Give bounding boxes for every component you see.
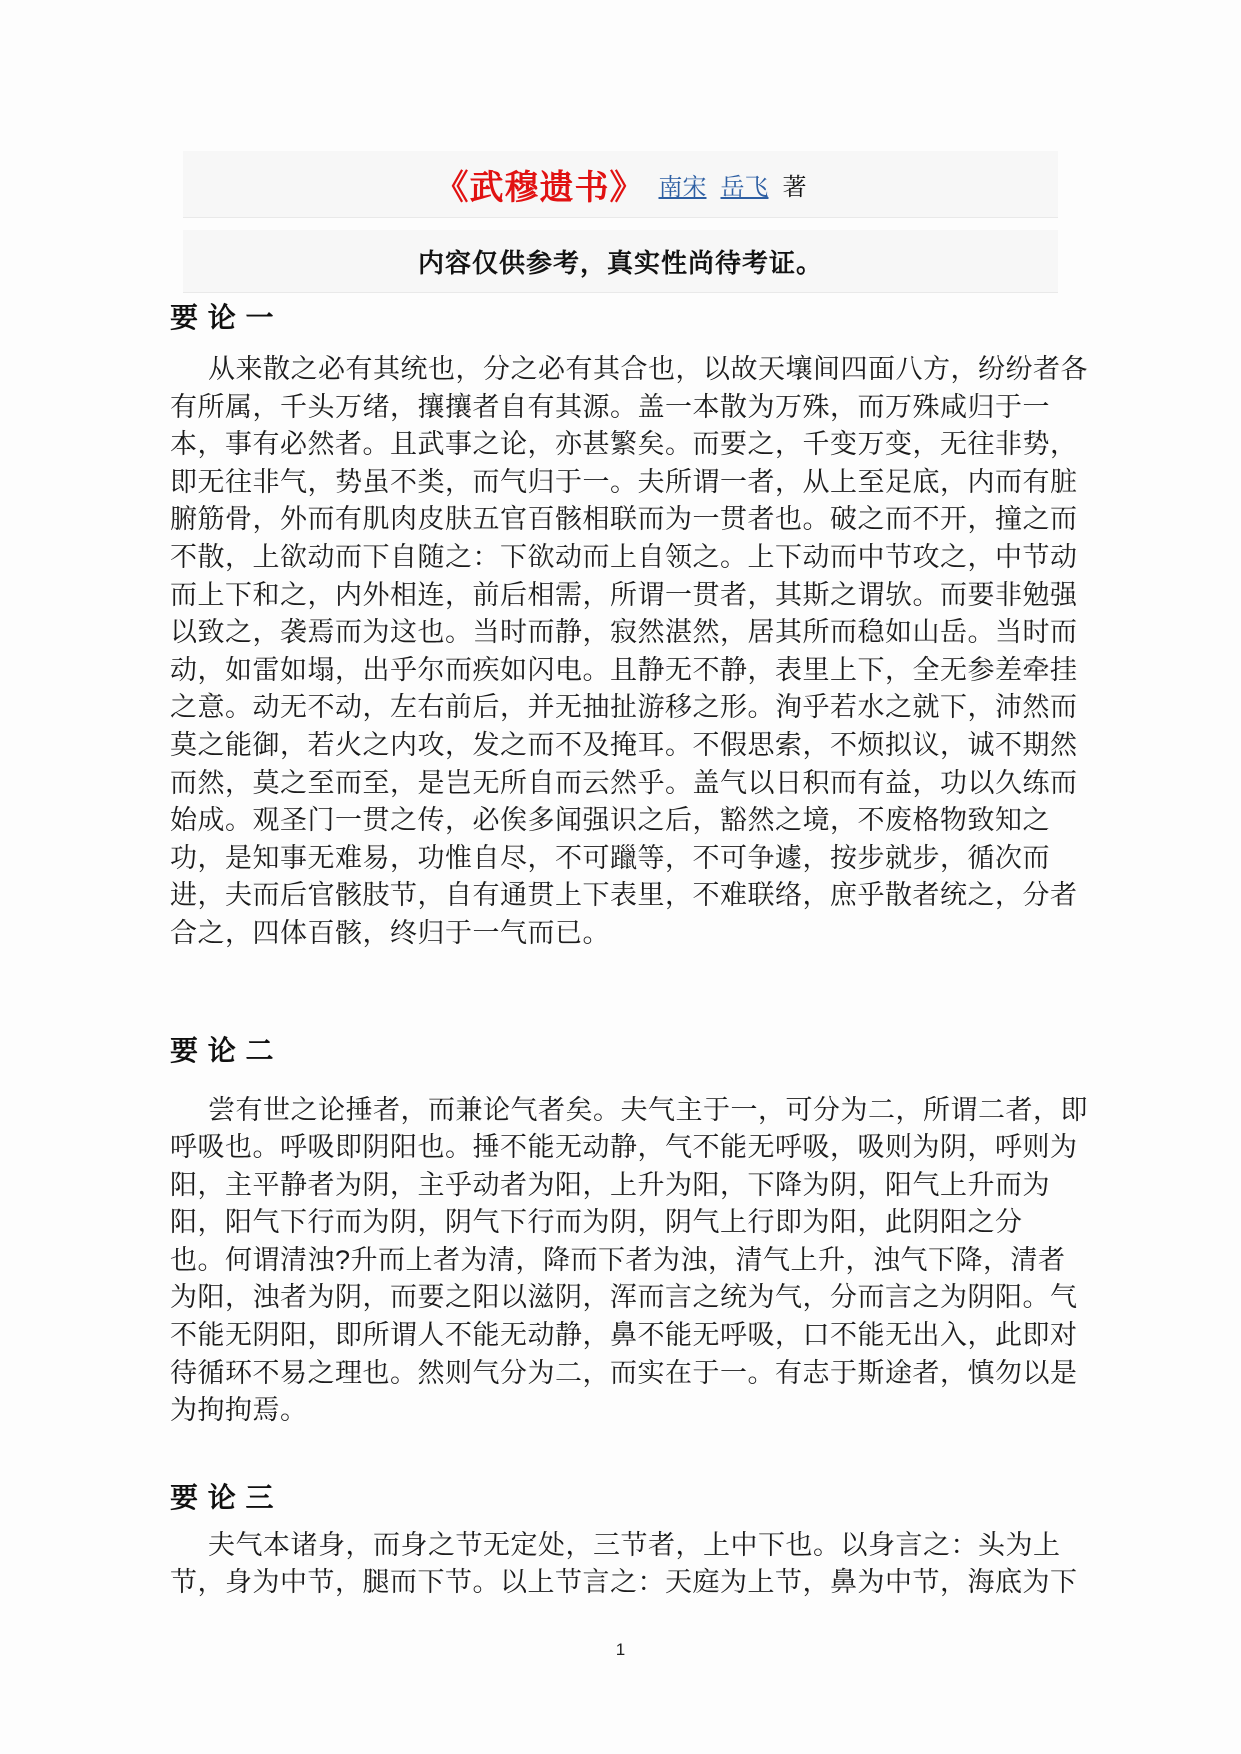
text-line: 即无往非气，势虽不类，而气归于一。夫所谓一者，从上至足底，内而有脏 [170,466,1078,497]
text-line: 不散，上欲动而下自随之：下欲动而上自领之。上下动而中节攻之，中节动 [170,541,1078,572]
text-line: 功，是知事无难易，功惟自尽，不可躐等，不可争遽，按步就步，循次而 [170,842,1050,873]
page-number: 1 [615,1640,626,1660]
text-line: 本，事有必然者。且武事之论，亦甚繁矣。而要之，千变万变，无往非势， [170,429,1078,460]
text-line: 莫之能御，若火之内攻，发之而不及掩耳。不假思索，不烦拟议，诚不期然 [170,729,1078,760]
text-line: 而然，莫之至而至，是岂无所自而云然乎。盖气以日积而有益，功以久练而 [170,767,1078,798]
text-line: 阳，主平静者为阴，主乎动者为阳，上升为阳，下降为阴，阳气上升而为 [170,1169,1050,1200]
section-heading-2: 要 论 二 [170,1034,275,1066]
text-line: 也。何谓清浊?升而上者为清，降而下者为浊，清气上升，浊气下降，清者 [170,1244,1066,1275]
disclaimer-text: 内容仅供参考，真实性尚待考证。 [417,247,823,278]
author-link[interactable]: 岳飞 [720,173,769,201]
text-line: 从来散之必有其统也，分之必有其合也，以故天壤间四面八方，纷纷者各 [208,354,1088,384]
section-paragraph-2 [170,1092,1088,1430]
text-line: 腑筋骨，外而有肌肉皮肤五官百骸相联而为一贯者也。破之而不开，撞之而 [170,504,1078,535]
text-line: 进，夫而后官骸肢节，自有通贯上下表里，不难联络，庶乎散者统之，分者 [170,880,1078,911]
section-paragraph-1 [170,351,1088,953]
text-line: 不能无阴阳，即所谓人不能无动静，鼻不能无呼吸，口不能无出入，此即对 [170,1320,1078,1351]
text-line: 之意。动无不动，左右前后，并无抽扯游移之形。洵乎若水之就下，沛然而 [170,692,1078,723]
sections-container [170,301,1088,1602]
section-heading-1: 要 论 一 [170,302,275,333]
section-paragraph-3 [170,1527,1078,1602]
era-link[interactable]: 南宋 [658,173,707,201]
text-line: 节，身为中节，腿而下节。以上节言之：天庭为上节，鼻为中节，海底为下 [170,1567,1078,1598]
text-line: 夫气本诸身，而身之节无定处，三节者，上中下也。以身言之：头为上 [208,1529,1061,1560]
text-line: 而上下和之，内外相连，前后相需，所谓一贯者，其斯之谓欤。而要非勉强 [170,579,1078,610]
text-line: 有所属，千头万绪，攘攘者自有其源。盖一本散为万殊，而万殊咸归于一 [170,391,1050,422]
text-line: 呼吸也。呼吸即阴阳也。捶不能无动静，气不能无呼吸，吸则为阴，呼则为 [170,1132,1078,1163]
text-line: 以致之，袭焉而为这也。当时而静，寂然湛然，居其所而稳如山岳。当时而 [170,617,1078,648]
title-bar [183,151,1058,218]
disclaimer-banner [183,230,1058,293]
section-heading-3: 要 论 三 [170,1481,275,1513]
document-page [170,0,1088,1660]
text-line: 动，如雷如塌，出乎尔而疾如闪电。且静无不静，表里上下，全无参差牵挂 [170,654,1078,685]
text-line: 尝有世之论捶者，而兼论气者矣。夫气主于一，可分为二，所谓二者，即 [208,1094,1088,1125]
text-line: 阳，阳气下行而为阴，阴气下行而为阴，阴气上行即为阳，此阴阳之分 [170,1207,1023,1238]
page-title: 《武穆遗书》 [434,168,645,207]
text-line: 合之，四体百骸，终归于一气而已。 [170,917,610,948]
text-line: 始成。观圣门一贯之传，必俟多闻强识之后，豁然之境，不废格物致知之 [170,805,1050,836]
text-line: 为阳，浊者为阴，而要之阳以滋阴，浑而言之统为气，分而言之为阴阳。气 [170,1282,1078,1313]
text-line: 为拘拘焉。 [170,1395,308,1426]
text-line: 待循环不易之理也。然则气分为二，而实在于一。有志于斯途者，慎勿以是 [170,1357,1078,1388]
author-suffix-label: 著 [782,173,807,201]
